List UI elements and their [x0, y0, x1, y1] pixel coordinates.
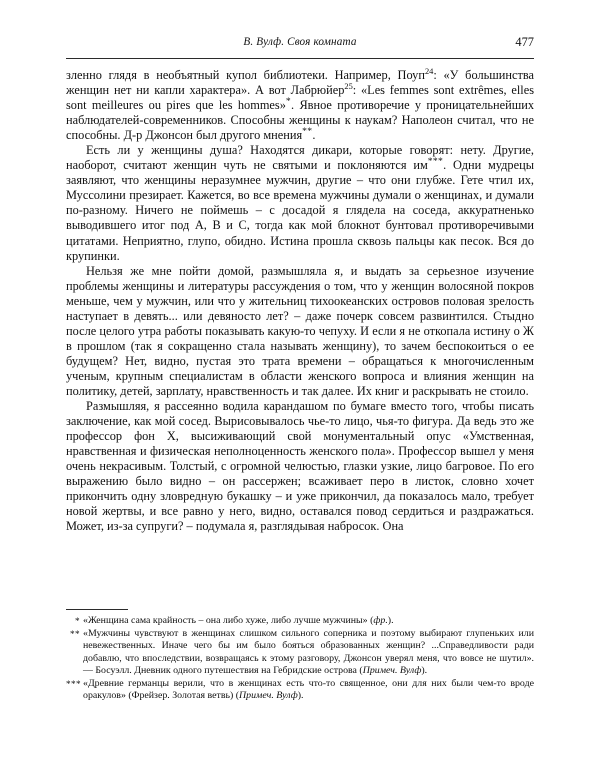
italic-text: Примеч. Вулф: [239, 690, 298, 702]
para-professor: Размышляя, я рассеянно водила карандашом по бумаге вместо того, чтобы писать заключение, как мой сосед. Вырисовывалось чье-то лицо, чья-то фигура. Да ведь это же профессор фон Х, высиживающий свой монументальный опус «Умственная, нравственная и физическая неполноценность женского пола». Профессор вышел у меня очень некрасивым. Толстый, с огромной челюстью, глазки узкие, лицо багровое. По его выражению было видно – он рассержен; всаживает перо в листок, словно хочет прикончить одну зловредную букашку – и уже прикончил, да показалось мало, требует новой жертвы, и все равно у него, видно, оставался повод сердиться и раздражаться. Может, из-за супруги? – подумала я, разглядывая набросок. Она: [66, 399, 534, 534]
footnote-reference-number: 24: [424, 66, 434, 76]
body-text: [66, 68, 534, 534]
footnote-marker: *: [75, 616, 80, 626]
footnote-2: [66, 628, 534, 677]
footnote-reference-number: 25: [344, 81, 353, 91]
footnote-text: «Женщина сама крайность – она либо хуже, либо лучше мужчины» (фр.).: [83, 615, 394, 626]
footnote-marker: **: [70, 628, 80, 639]
footnote-reference-asterisk: **: [302, 126, 313, 138]
running-head: [66, 36, 534, 54]
footnote-3: [66, 678, 534, 703]
italic-text: фр.: [373, 615, 388, 626]
footnote-reference-asterisk: ***: [427, 156, 444, 168]
para-home: Нельзя же мне пойти домой, размышляла я, и выдать за серьезное изучение проблемы женщины и литературы рассуждения о том, что у женщин волосяной покров меньше, чем у мужчин, или что у жительниц тихоокеанских островов половая зрелость наступает в девять... или девяносто лет? – даже почерк совсем развинтился. Стыдно после целого утра работы показывать какую-то чепуху. И если я не откопала истину о Ж в прошлом (так я сокращенно стала называть женщину), то зачем беспокоиться о ее будущем? Нет, видно, пустая это трата времени – обращаться к многочисленным ученым, крупным специалистам в области женского вопроса и влияния женщин на политику, детей, зарплату, нравственность и так далее. Их книг и раскрывать не стоило.: [66, 263, 534, 398]
footnote-list: [66, 615, 534, 703]
footnote-reference-asterisk: *: [285, 95, 292, 107]
footnote-text: «Мужчины чувствуют в женщинах слишком сильного соперника и поэтому выбирают глупеньких или невежественных. Иначе чего бы им было бояться образованных женщин? ...Справедливости ради добавлю, что впоследствии, возвращаясь к этому разговору, Джонсон уверял меня, что вовсе не шутил». — Босуэлл. Дневник одного путешествия на Гебридские острова (Примеч. Вулф).: [83, 627, 534, 676]
footnote-text: «Древние германцы верили, что в женщинах есть что-то священное, они для них были чем-то вроде оракулов» (Фрейзер. Золотая ветвь) (Примеч. Вулф).: [83, 677, 534, 702]
para-soul: Есть ли у женщины душа? Находятся дикари, которые говорят: нету. Другие, наоборот, считают женщин чуть не святыми и поклоняются им***. Одни мудрецы заявляют, что женщины неразумнее мужчин, другие – что они глубже. Гете чтил их, Муссолини презирает. Кажется, во все времена мужчины думали о женщинах, и думали по-разному. Ничего не поймешь – с досадой я глядела на соседа, аккуратненько выводившего итог под A, B и C, тогда как мой блокнот бунтовал противоречивыми цитатами. Неприятно, глупо, обидно. Истина прошла сквозь пальцы как песок. Вся до крупинки.: [66, 143, 534, 263]
footnote-marker: ***: [66, 678, 81, 689]
running-head-title: В. Вулф. Своя комната: [243, 36, 357, 48]
italic-text: Примеч. Вулф: [362, 664, 422, 676]
footnote-1: [66, 615, 534, 627]
footnote-separator-rule: [66, 609, 128, 610]
page-number: 477: [515, 35, 534, 49]
para-continued: зленно глядя в необъятный купол библиотеки. Например, Поуп$^{24}$: «У большинства женщин нет ни капли характера». А вот Лабрюйер$^{25}$: «Les femmes sont extrêmes, elles sont meilleures ou pires que les hommes»*. Явное противоречие у проницательнейших наблюдателей-современников. Способны женщины к наукам? Наполеон считал, что не способны. Д-р Джонсон был другого мнения**.: [66, 66, 535, 143]
header-rule: [66, 58, 534, 59]
